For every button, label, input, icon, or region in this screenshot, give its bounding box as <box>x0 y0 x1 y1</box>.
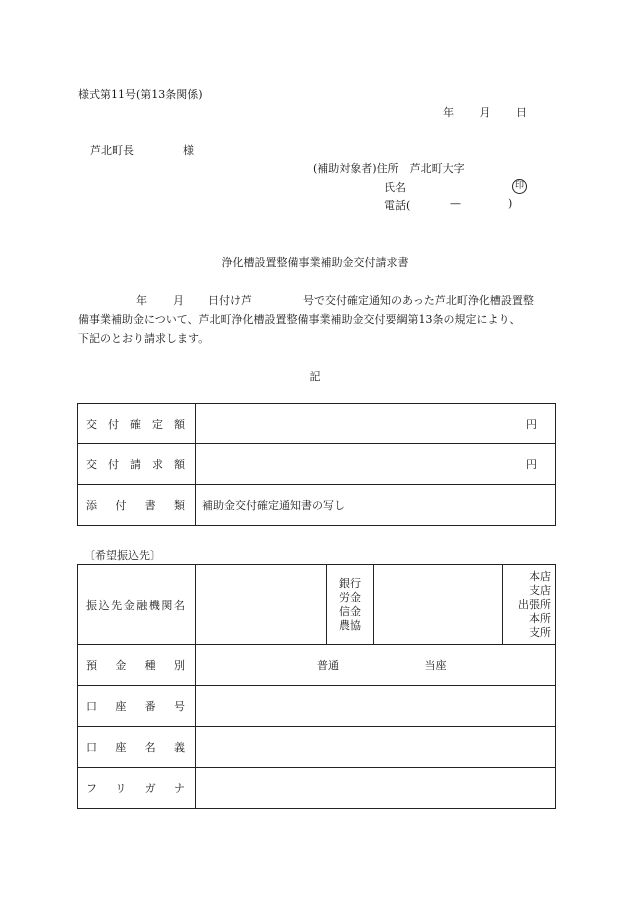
phone-dash: — <box>450 197 461 210</box>
transfer-heading: 〔希望振込先〕 <box>84 549 161 562</box>
requested-amount-label-char: 交 <box>86 458 97 471</box>
account-number-label <box>78 698 195 714</box>
institution-label-char: 振 <box>86 598 97 612</box>
addressee-honorific: 様 <box>183 144 194 157</box>
table-row <box>78 768 556 809</box>
institution-type-list-item[interactable]: 信金 <box>339 604 361 618</box>
confirmed-amount-label <box>78 416 195 432</box>
institution-label <box>78 597 195 613</box>
requested-amount-label-char: 付 <box>108 458 119 471</box>
institution-label-char: 名 <box>173 598 185 612</box>
account-name-label-char: 名 <box>144 741 156 754</box>
attachments-value: 補助金交付確定通知書の写し <box>196 485 556 526</box>
institution-type-list-item[interactable]: 労金 <box>339 590 361 604</box>
amount-table <box>77 403 556 526</box>
confirmed-amount-label-char: 額 <box>174 417 185 431</box>
date-line <box>443 104 527 120</box>
furigana-label-char: フ <box>86 782 97 795</box>
institution-type-list-item[interactable]: 銀行 <box>339 576 361 590</box>
branch-type-list-item[interactable]: 本店 <box>529 569 551 583</box>
confirmed-amount-label-char: 定 <box>152 417 163 431</box>
body-day-ref: 日付け芦 <box>208 294 252 307</box>
furigana-input[interactable] <box>196 768 556 809</box>
deposit-type-label-char: 預 <box>86 659 97 672</box>
requested-amount-label <box>78 456 195 472</box>
table-row <box>78 404 556 444</box>
furigana-label-char: ガ <box>144 782 156 795</box>
branch-type-list-item[interactable]: 本所 <box>529 611 551 625</box>
branch-type-list-item[interactable]: 支所 <box>529 625 551 639</box>
body-month: 月 <box>173 294 184 307</box>
seal-mark: 印 <box>512 179 527 194</box>
institution-label-char: 関 <box>161 598 173 612</box>
confirmed-amount-label-char: 確 <box>130 417 141 431</box>
attachments-label-char: 書 <box>144 499 156 512</box>
table-row <box>78 485 556 526</box>
institution-label-char: 込 <box>98 598 110 612</box>
deposit-type-label-char: 種 <box>144 659 156 672</box>
confirmed-amount-label-char: 交 <box>86 417 97 431</box>
account-name-label-char: 座 <box>115 741 127 754</box>
institution-name-input[interactable] <box>196 565 327 645</box>
table-row <box>78 645 556 686</box>
deposit-type-label-char: 別 <box>173 659 185 672</box>
branch-type-list-item[interactable]: 出張所 <box>518 597 551 611</box>
account-number-label-char: 口 <box>86 700 97 713</box>
phone-label: 電話( <box>384 199 411 212</box>
institution-label-char: 先 <box>111 598 123 612</box>
attachments-label-char: 添 <box>86 499 97 512</box>
account-number-label-char: 座 <box>115 700 127 713</box>
institution-label-char: 機 <box>148 598 160 612</box>
addressee-name: 芦北町長 <box>90 144 134 157</box>
form-number: 様式第11号(第13条関係) <box>78 88 203 101</box>
date-day: 日 <box>516 106 527 119</box>
confirmed-amount-value[interactable]: 円 <box>196 404 556 444</box>
requested-amount-value[interactable]: 円 <box>196 444 556 485</box>
body-year: 年 <box>136 294 147 307</box>
furigana-label-char: リ <box>115 782 127 795</box>
account-name-input[interactable] <box>196 727 556 768</box>
furigana-label-char: ナ <box>173 782 185 795</box>
account-number-label-char: 番 <box>144 700 156 713</box>
table-row <box>78 565 556 645</box>
body-number-text: 号で交付確定通知のあった芦北町浄化槽設置整 <box>303 294 534 307</box>
account-number-input[interactable] <box>196 686 556 727</box>
transfer-table <box>77 564 556 809</box>
attachments-label-char: 類 <box>173 499 185 512</box>
institution-type-list-item[interactable]: 農協 <box>339 618 361 632</box>
date-year: 年 <box>443 106 454 119</box>
requested-amount-label-char: 額 <box>174 458 185 471</box>
institution-label-char: 金 <box>123 598 135 612</box>
furigana-label <box>78 780 195 796</box>
account-name-label-char: 義 <box>173 741 185 754</box>
body-line3: 下記のとおり請求します。 <box>78 332 210 345</box>
applicant-address: (補助対象者)住所 芦北町大字 <box>313 162 465 175</box>
requested-amount-label-char: 請 <box>130 458 141 471</box>
confirmed-amount-label-char: 付 <box>108 417 119 431</box>
branch-type-list-item[interactable]: 支店 <box>529 583 551 597</box>
table-row <box>78 444 556 485</box>
branch-type-list <box>503 570 555 640</box>
seal-icon <box>512 178 527 194</box>
deposit-option-current[interactable]: 当座 <box>424 659 447 672</box>
body-line2: 備事業補助金について、芦北町浄化槽設置整備事業補助金交付要綱第13条の規定により、 <box>78 313 521 326</box>
account-number-label-char: 号 <box>173 700 185 713</box>
requested-amount-label-char: 求 <box>152 458 163 471</box>
table-row <box>78 686 556 727</box>
phone-close: ) <box>508 197 513 210</box>
table-row <box>78 727 556 768</box>
applicant-name-label: 氏名 <box>384 181 406 194</box>
account-name-label-char: 口 <box>86 741 97 754</box>
institution-label-char: 融 <box>136 598 148 612</box>
institution-type-list <box>327 577 373 633</box>
branch-name-input[interactable] <box>374 565 503 645</box>
attachments-label <box>78 497 195 513</box>
account-name-label <box>78 739 195 755</box>
document-title: 浄化槽設置整備事業補助金交付請求書 <box>221 256 409 269</box>
deposit-type-label-char: 金 <box>115 659 127 672</box>
deposit-type-label <box>78 657 195 673</box>
deposit-option-ordinary[interactable]: 普通 <box>317 659 339 672</box>
date-month: 月 <box>479 106 491 119</box>
attachments-label-char: 付 <box>115 499 127 512</box>
ki-heading: 記 <box>309 370 321 383</box>
